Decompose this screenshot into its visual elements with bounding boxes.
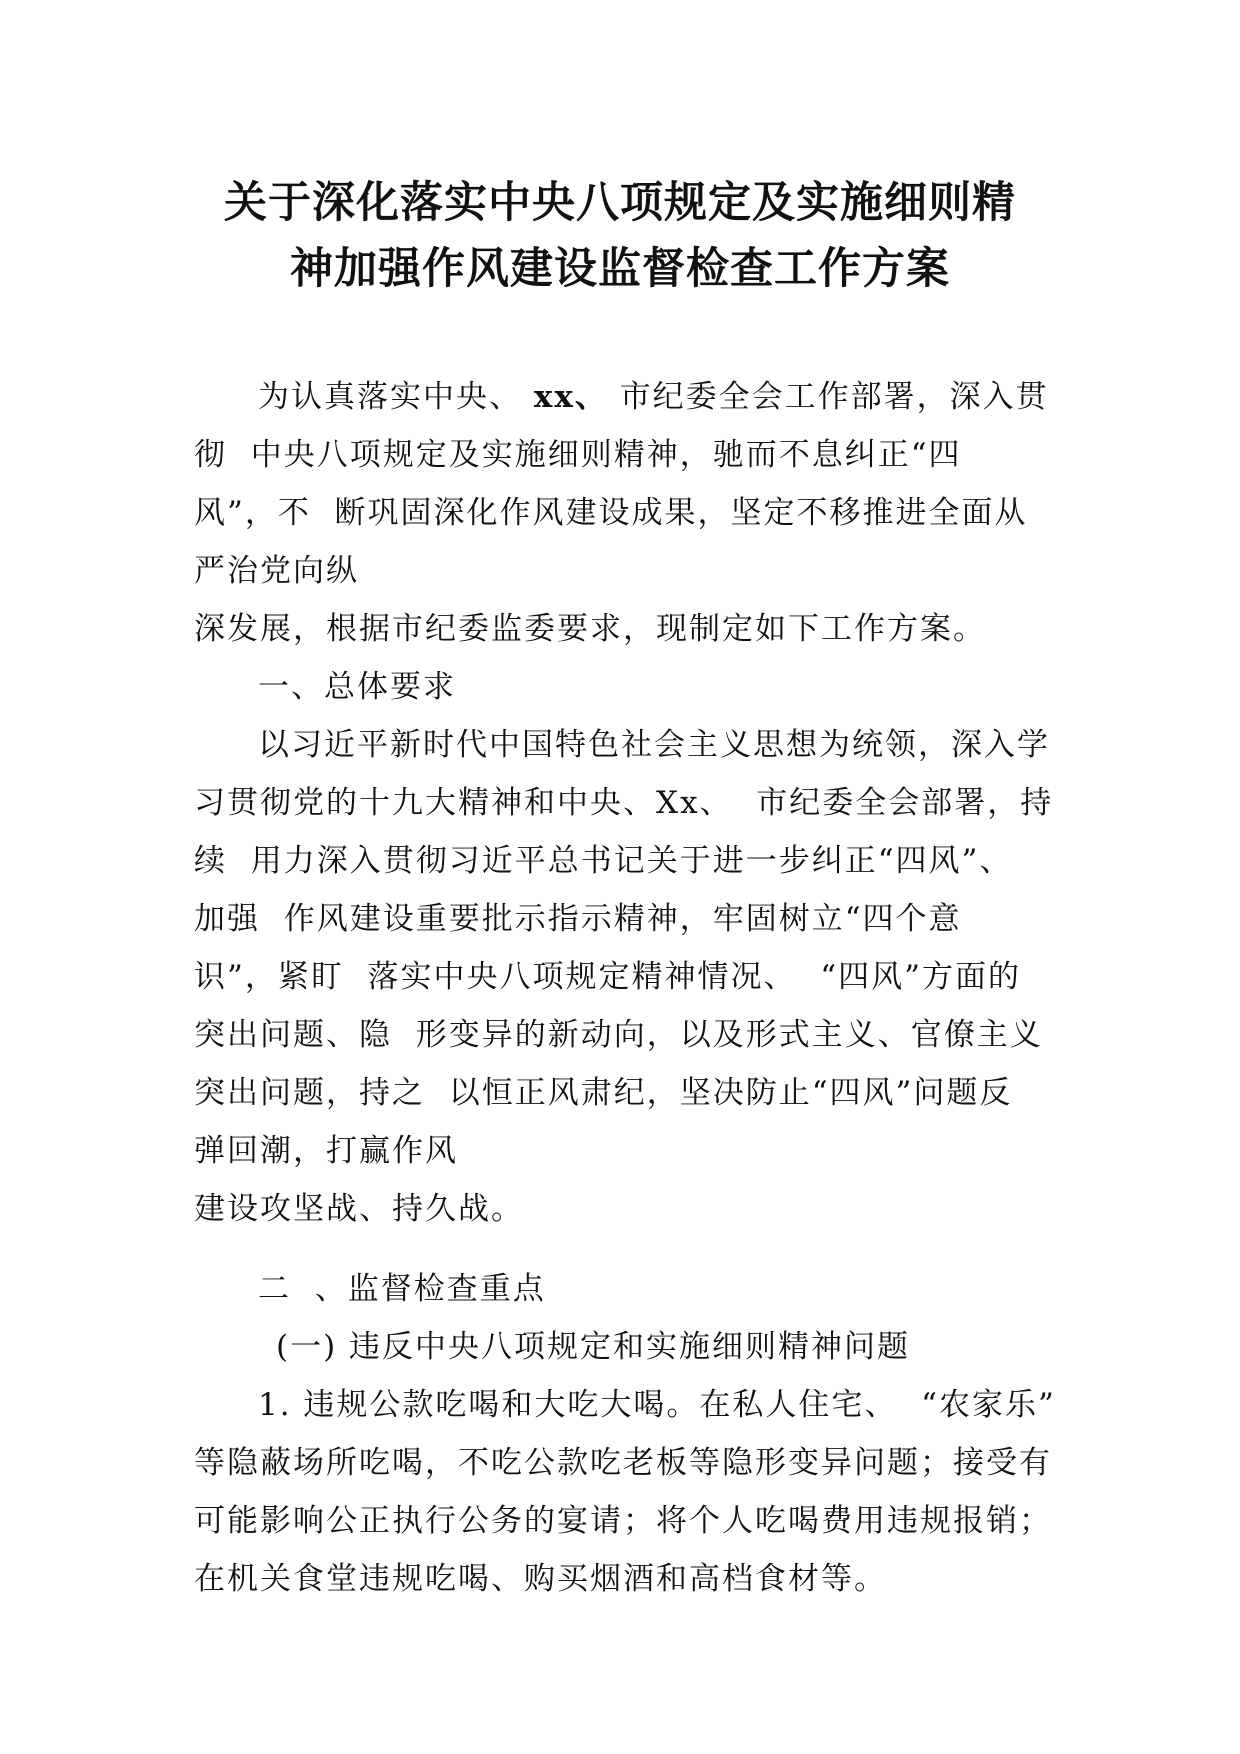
section-2-subheading: (一) 违反中央八项规定和实施细则精神问题 [276,1329,911,1365]
intro-line-2: 彻 中央八项规定及实施细则精神，驰而不息纠正“四 [194,437,962,473]
intro-line-5: 深发展，根据市纪委监委要求，现制定如下工作方案。 [194,611,986,647]
intro-line-4: 严治党向纵 [194,553,359,589]
section-1-heading: 一、总体要求 [258,669,456,705]
section-2-heading: 二 、监督检查重点 [258,1271,546,1307]
title-line-1: 关于深化落实中央八项规定及实施细则精 [224,178,1016,228]
section-2-line: 在机关食堂违规吃喝、购买烟酒和高档食材等。 [194,1561,887,1597]
section-1-line: 突出问题，持之 以恒正风肃纪，坚决防止“四风”问题反 [194,1075,1013,1111]
section-1-line: 建设攻坚战、持久战。 [194,1191,524,1227]
intro-xx: xx、 [533,379,608,415]
section-2-line: 1. 违规公款吃喝和大吃大喝。在私人住宅、 “农家乐” [258,1387,1056,1423]
section-1-line: 弹回潮，打赢作风 [194,1133,458,1169]
document-body [194,368,1054,1608]
section-1-line: 习贯彻党的十九大精神和中央、Xx、 市纪委全会部署，持 [194,785,1054,821]
intro-line-1 [194,368,1054,426]
spacer [194,1238,1054,1260]
intro-text: 为认真落实中央、 [258,379,534,415]
section-1-line: 续 用力深入贯彻习近平总书记关于进一步纠正“四风”、 [194,843,1013,879]
section-2-line: 可能影响公正执行公务的宴请；将个人吃喝费用违规报销； [194,1503,1052,1539]
title-line-2: 神加强作风建设监督检查工作方案 [290,244,950,294]
section-1-line: 加强 作风建设重要批示指示精神，牢固树立“四个意 [194,901,962,937]
intro-text: 市纪委全会工作部署，深入贯 [607,379,1049,415]
section-1-line: 识”，紧盯 落实中央八项规定精神情况、 “四风”方面的 [194,959,1021,995]
document-title [190,170,1050,302]
section-1-line: 突出问题、隐 形变异的新动向，以及形式主义、官僚主义 [194,1017,1043,1053]
intro-line-3: 风”，不 断巩固深化作风建设成果，坚定不移推进全面从 [194,495,1028,531]
section-2-line: 等隐蔽场所吃喝，不吃公款吃老板等隐形变异问题；接受有 [194,1445,1052,1481]
section-1-line: 以习近平新时代中国特色社会主义思想为统领，深入学 [258,727,1050,763]
